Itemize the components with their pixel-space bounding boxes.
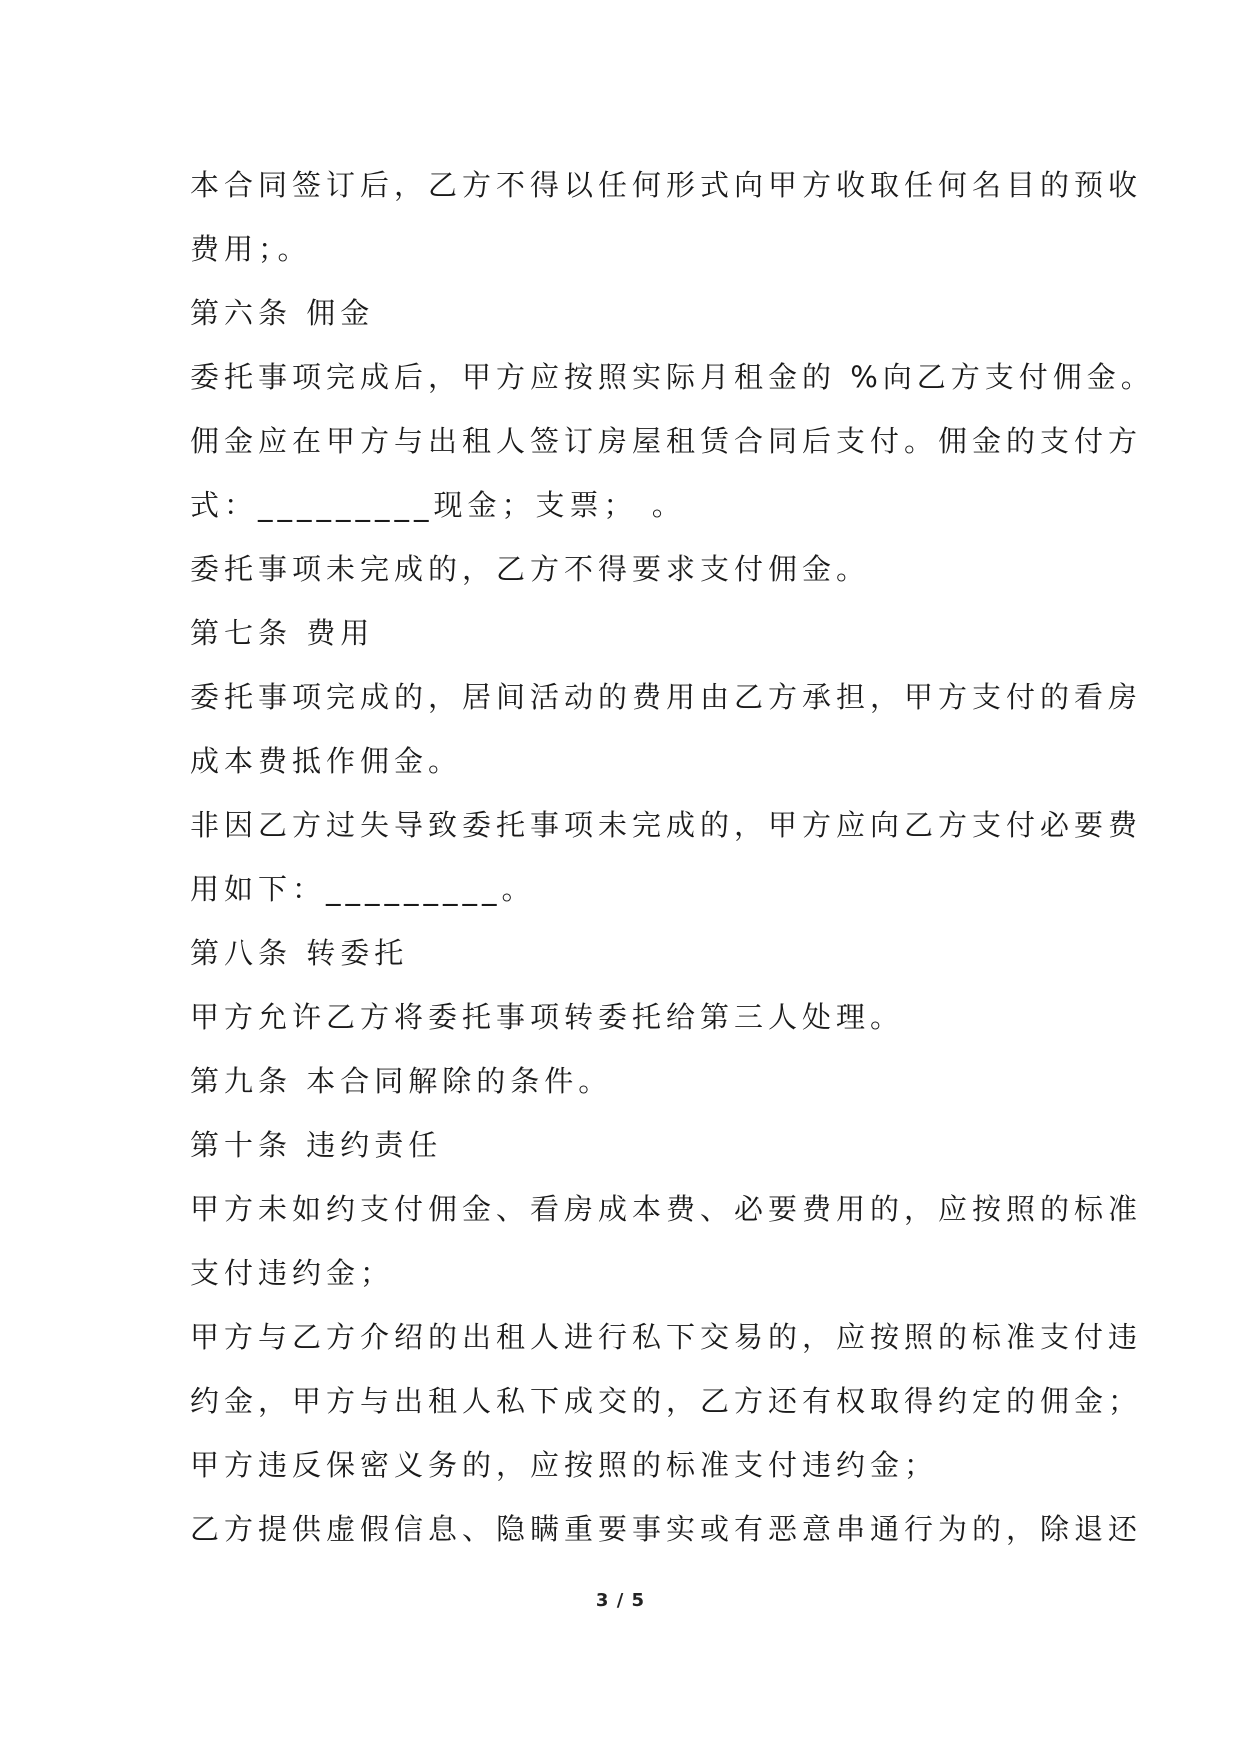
paragraph-line: 用如下：_________。 — [190, 872, 536, 906]
paragraph-line: 非因乙方过失导致委托事项未完成的，甲方应向乙方支付必要费 — [190, 808, 1143, 842]
paragraph-line: 乙方提供虚假信息、隐瞒重要事实或有恶意串通行为的，除退还 — [190, 1512, 1143, 1546]
article-heading-9: 第九条 本合同解除的条件。 — [190, 1064, 613, 1098]
paragraph-line: 委托事项完成的，居间活动的费用由乙方承担，甲方支付的看房 — [190, 680, 1143, 714]
paragraph-line: 委托事项未完成的，乙方不得要求支付佣金。 — [190, 552, 871, 586]
paragraph-line: 成本费抵作佣金。 — [190, 744, 463, 778]
article-heading-10: 第十条 违约责任 — [190, 1128, 443, 1162]
paragraph-line: 约金，甲方与出租人私下成交的，乙方还有权取得约定的佣金； — [190, 1384, 1143, 1418]
paragraph-line: 支付违约金； — [190, 1256, 395, 1290]
article-heading-8: 第八条 转委托 — [190, 936, 409, 970]
paragraph-line: 本合同签订后，乙方不得以任何形式向甲方收取任何名目的预收 — [190, 168, 1143, 202]
paragraph-line: 甲方未如约支付佣金、看房成本费、必要费用的，应按照的标准 — [190, 1192, 1143, 1226]
paragraph-line: 式：_________现金；支票； 。 — [190, 488, 686, 522]
paragraph-line: 委托事项完成后，甲方应按照实际月租金的 %向乙方支付佣金。 — [190, 360, 1155, 394]
paragraph-line: 甲方与乙方介绍的出租人进行私下交易的，应按照的标准支付违 — [190, 1320, 1143, 1354]
page-number: 3 / 5 — [595, 1590, 646, 1611]
article-heading-7: 第七条 费用 — [190, 616, 375, 650]
paragraph-line: 甲方违反保密义务的，应按照的标准支付违约金； — [190, 1448, 939, 1482]
paragraph-line: 甲方允许乙方将委托事项转委托给第三人处理。 — [190, 1000, 905, 1034]
article-heading-6: 第六条 佣金 — [190, 296, 375, 330]
paragraph-line: 费用；。 — [190, 232, 312, 266]
document-body — [190, 153, 1155, 1561]
paragraph-line: 佣金应在甲方与出租人签订房屋租赁合同后支付。佣金的支付方 — [190, 424, 1143, 458]
